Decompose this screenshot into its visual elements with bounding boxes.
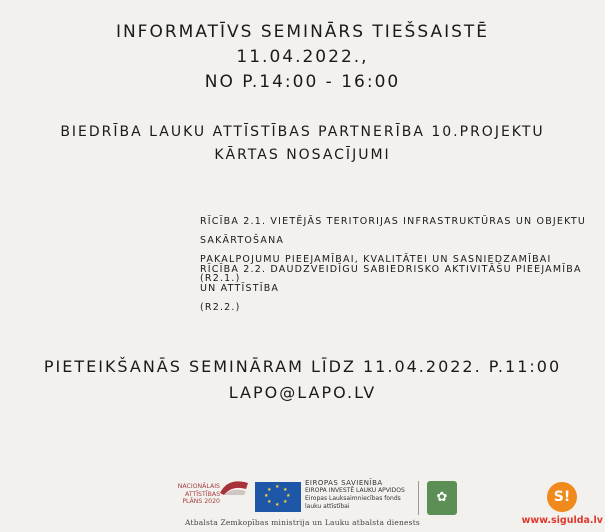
support-caption: Atbalsta Zemkopības ministrija un Lauku atbalsta dienests xyxy=(185,518,420,527)
registration-deadline: PIETEIKŠANĀS SEMINĀRAM LĪDZ 11.04.2022. P.11:00 xyxy=(43,357,562,376)
page-title: INFORMATĪVS SEMINĀRS TIEŠSAISTĒ xyxy=(115,22,490,42)
eu-line-3: lauku attīstībai xyxy=(305,503,350,510)
nap-line-3: PLĀNS 2020 xyxy=(182,498,220,505)
eu-line-1: EIROPA INVESTĒ LAUKU APVIDOS xyxy=(305,487,405,494)
topic-line-1: BIEDRĪBA LAUKU ATTĪSTĪBAS PARTNERĪBA 10.PROJEKTU xyxy=(60,124,545,140)
event-time: NO P.14:00 - 16:00 xyxy=(204,72,401,92)
registration-email[interactable]: LAPO@LAPO.LV xyxy=(228,383,377,402)
nap-logo-icon xyxy=(218,475,250,497)
nap-logo-text xyxy=(148,483,220,506)
event-date: 11.04.2022., xyxy=(236,47,369,67)
divider xyxy=(418,481,419,515)
eu-title: EIROPAS SAVIENĪBA xyxy=(305,479,383,487)
eu-flag-icon: ★ ★ ★ ★ ★ ★ ★ ★ xyxy=(255,482,301,512)
nap-line-2: ATTĪSTĪBAS xyxy=(185,490,220,498)
action-2-2-line-1: RĪCĪBA 2.2. DAUDZVEIDĪGU SABIEDRISKO AKTIVITĀŠU PIEEJAMĪBA UN ATTĪSTĪBA xyxy=(200,264,582,294)
action-2-1-line-1: RĪCĪBA 2.1. VIETĒJĀS TERITORIJAS INFRASTRUKTŪRAS UN OBJEKTU SAKĀRTOŠANA xyxy=(200,216,586,246)
action-2-1-line-2: PAKALPOJUMU PIEEJAMĪBAI, KVALITĀTEI UN SASNIEDZAMĪBAI (R2.1.) xyxy=(200,254,552,284)
footer-logos xyxy=(0,465,605,532)
sigulda-logo: S! xyxy=(547,482,577,512)
website-link[interactable]: www.sigulda.lv xyxy=(521,515,603,526)
action-2-2-line-2: (R2.2.) xyxy=(200,302,241,313)
topic-line-2: KĀRTAS NOSACĪJUMI xyxy=(214,147,391,163)
leader-logo-icon: ✿ xyxy=(427,481,457,515)
eu-line-2: Eiropas Lauksaimniecības fonds xyxy=(305,495,401,502)
nap-line-1: NACIONĀLAIS xyxy=(177,483,220,490)
eu-text xyxy=(305,479,415,511)
action-2-2 xyxy=(200,260,595,317)
